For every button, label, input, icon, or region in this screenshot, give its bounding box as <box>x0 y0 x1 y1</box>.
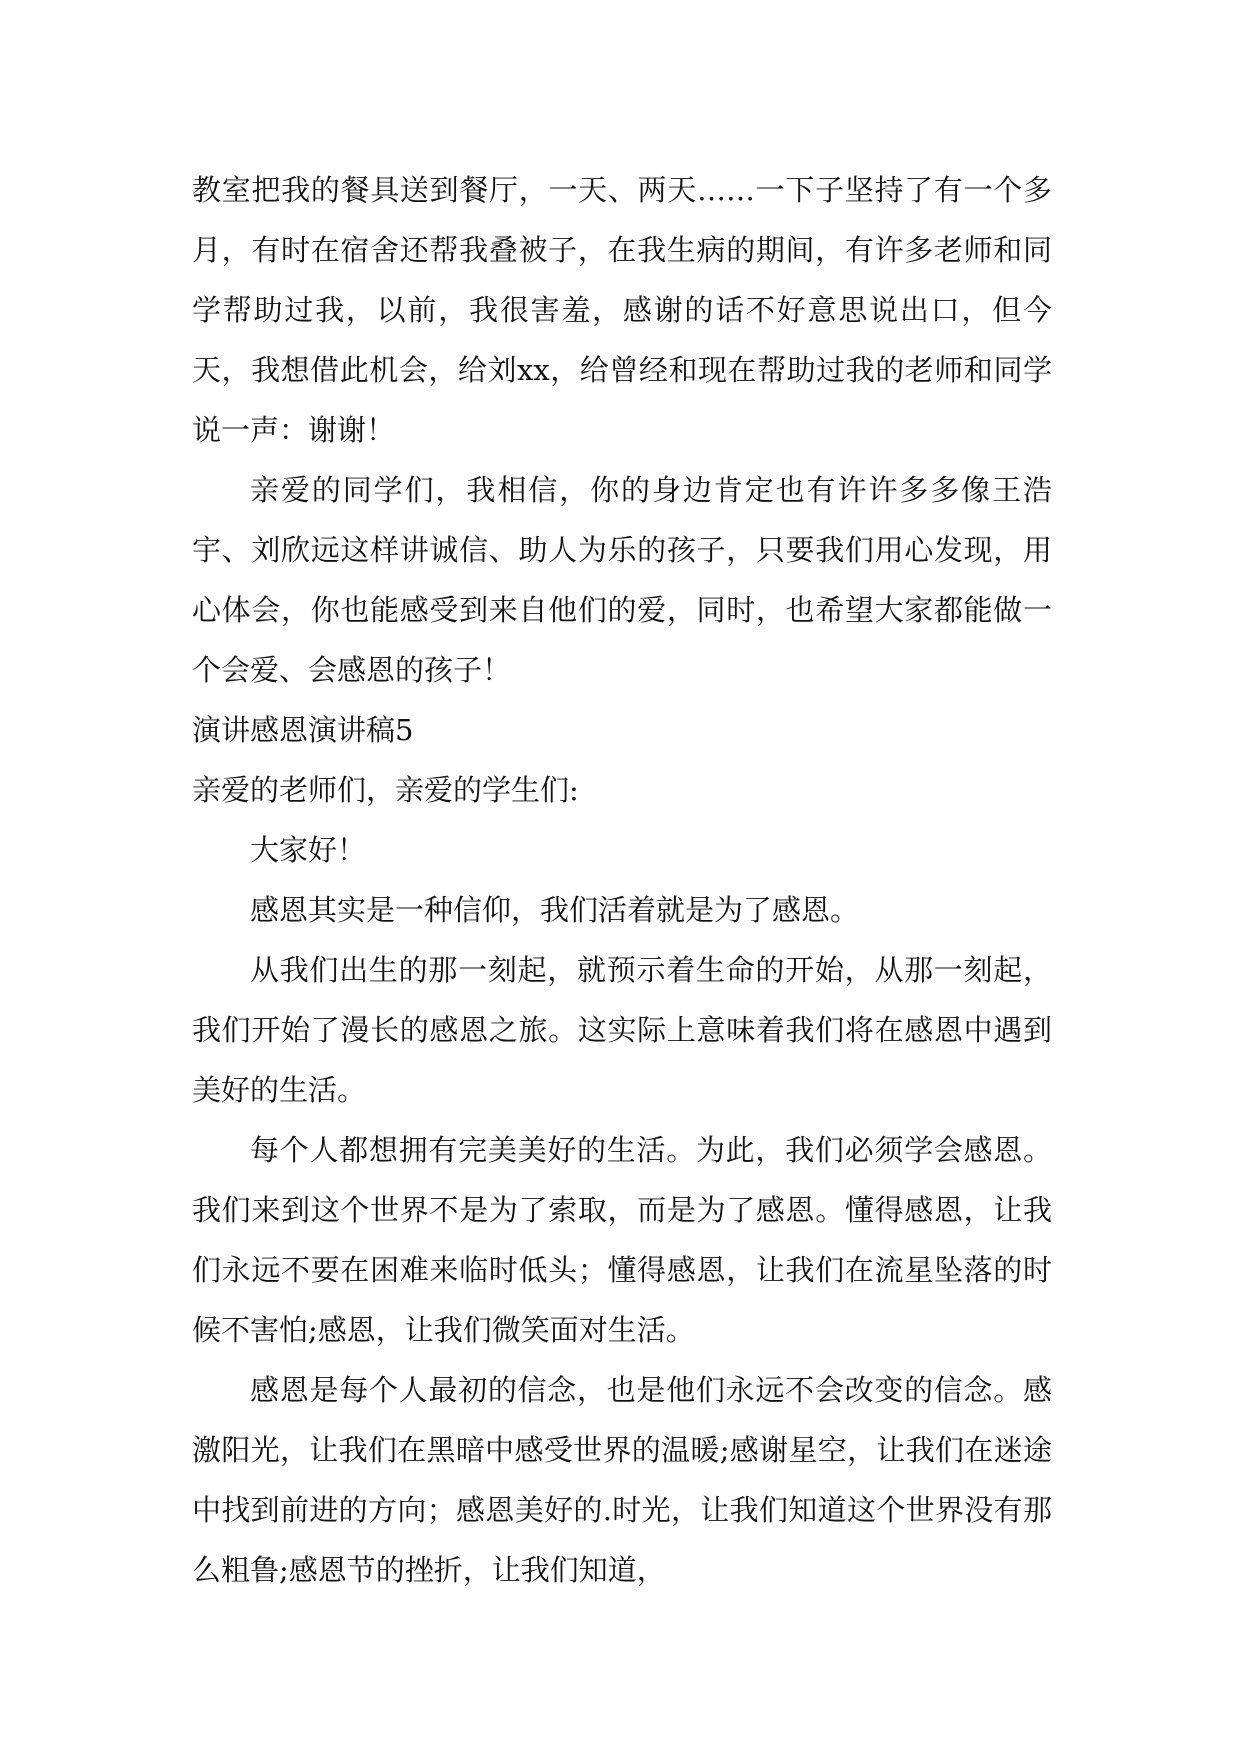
paragraph-continued: 教室把我的餐具送到餐厅，一天、两天……一下子坚持了有一个多月，有时在宿舍还帮我叠被子，在我生病的期间，有许多老师和同学帮助过我，以前，我很害羞，感谢的话不好意思说出口，但今天，我想借此机会，给刘xx，给曾经和现在帮助过我的老师和同学说一声：谢谢！ <box>192 173 1052 447</box>
body-paragraph-3: 每个人都想拥有完美美好的生活。为此，我们必须学会感恩。我们来到这个世界不是为了索取，而是为了感恩。懂得感恩，让我们永远不要在困难来临时低头；懂得感恩，让我们在流星坠落的时候不害怕;感恩，让我们微笑面对生活。 <box>192 1133 1052 1347</box>
salutation: 亲爱的老师们，亲爱的学生们: <box>192 773 579 807</box>
body-paragraph-4: 感恩是每个人最初的信念，也是他们永远不会改变的信念。感激阳光，让我们在黑暗中感受世界的温暖;感谢星空，让我们在迷途中找到前进的方向；感恩美好的.时光，让我们知道这个世界没有那么粗鲁;感恩节的挫折，让我们知道， <box>192 1373 1052 1587</box>
body-paragraph-2: 从我们出生的那一刻起，就预示着生命的开始，从那一刻起，我们开始了漫长的感恩之旅。这实际上意味着我们将在感恩中遇到美好的生活。 <box>192 953 1052 1107</box>
paragraph-classmates: 亲爱的同学们，我相信，你的身边肯定也有许许多多像王浩宇、刘欣远这样讲诚信、助人为乐的孩子，只要我们用心发现，用心体会，你也能感受到来自他们的爱，同时，也希望大家都能做一个会爱、会感恩的孩子！ <box>192 473 1052 687</box>
document-body <box>192 160 1052 1600</box>
body-paragraph-1: 感恩其实是一种信仰，我们活着就是为了感恩。 <box>250 893 860 927</box>
section-title: 演讲感恩演讲稿5 <box>192 713 414 747</box>
greeting: 大家好！ <box>250 833 367 867</box>
